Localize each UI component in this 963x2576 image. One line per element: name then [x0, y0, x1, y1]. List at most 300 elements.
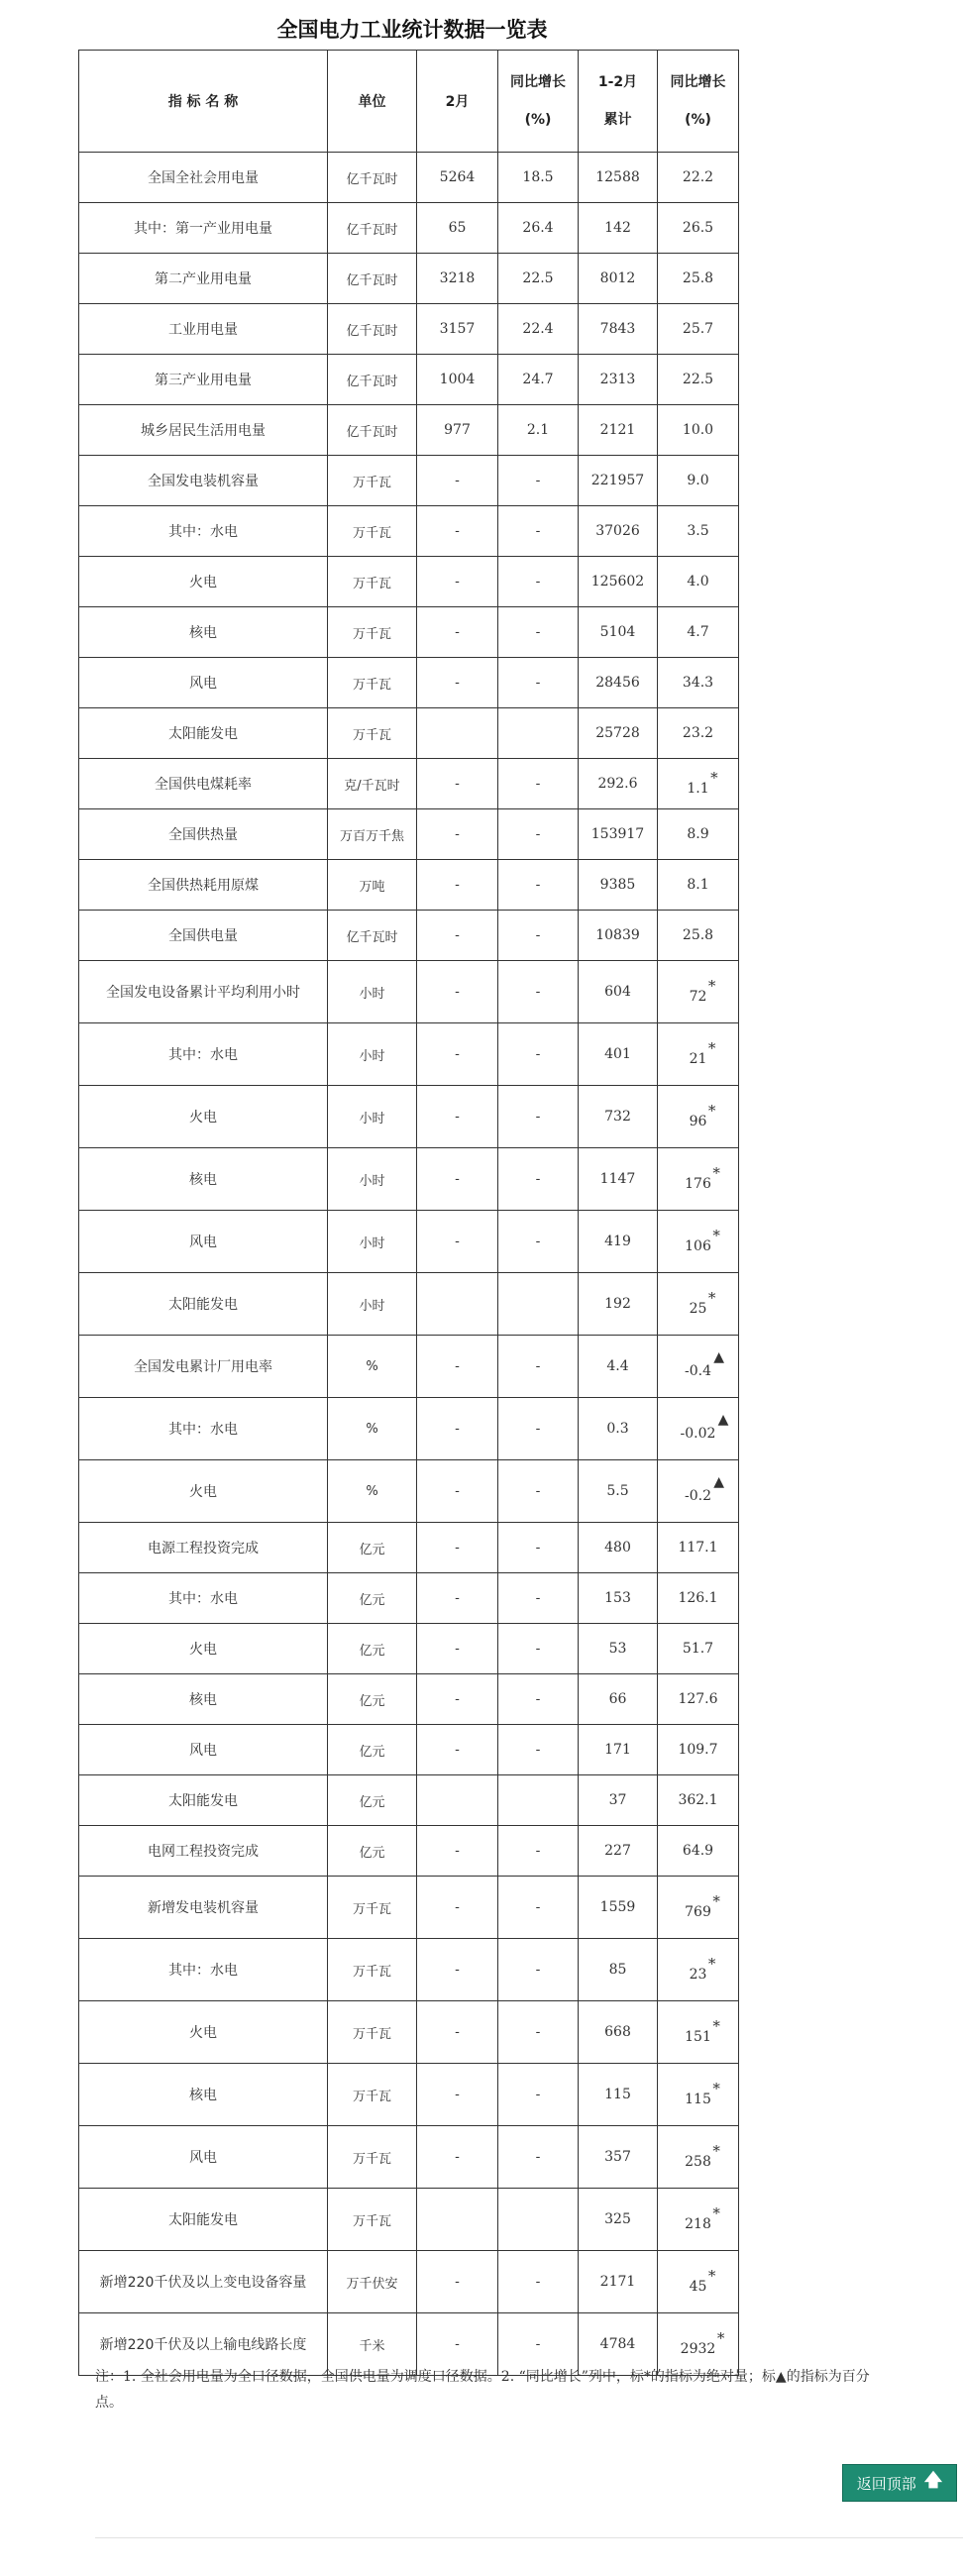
table-row [79, 1086, 739, 1148]
row-feb-value: - [417, 1336, 498, 1398]
row-feb-yoy: - [498, 1573, 579, 1624]
row-feb-value: 1004 [417, 355, 498, 405]
row-cumulative-value: 480 [579, 1523, 658, 1573]
table-row [79, 1460, 739, 1523]
table-row [79, 1148, 739, 1211]
marked-value [685, 1892, 720, 1920]
cumulative-yoy-value: 72 [689, 989, 707, 1005]
row-cumulative-yoy [658, 1460, 739, 1523]
back-to-top-button[interactable] [842, 2464, 957, 2502]
row-feb-value: - [417, 1725, 498, 1775]
row-cumulative-value: 12588 [579, 153, 658, 203]
row-feb-yoy: - [498, 607, 579, 658]
asterisk-marker-icon: * [712, 2142, 720, 2160]
cumulative-yoy-value: 1.1 [687, 781, 709, 797]
row-unit: 亿千瓦时 [328, 304, 417, 355]
row-cumulative-value: 401 [579, 1023, 658, 1086]
row-feb-yoy: - [498, 1674, 579, 1725]
row-cumulative-value: 25728 [579, 708, 658, 759]
table-row [79, 506, 739, 557]
row-feb-yoy: - [498, 557, 579, 607]
row-feb-yoy: - [498, 658, 579, 708]
row-cumulative-value: 2171 [579, 2251, 658, 2313]
row-feb-value: - [417, 1211, 498, 1273]
row-cumulative-yoy [658, 1023, 739, 1086]
row-name: 电网工程投资完成 [79, 1826, 328, 1877]
row-name: 全国供电量 [79, 911, 328, 961]
table-header-row [79, 51, 739, 153]
table-row [79, 759, 739, 809]
table-row [79, 405, 739, 456]
table-row [79, 658, 739, 708]
asterisk-marker-icon: * [712, 2204, 720, 2222]
row-cumulative-value: 292.6 [579, 759, 658, 809]
footer-divider [95, 2537, 963, 2538]
asterisk-marker-icon: * [707, 1955, 716, 1973]
row-cumulative-yoy [658, 1398, 739, 1460]
row-name: 太阳能发电 [79, 708, 328, 759]
row-feb-yoy: 22.4 [498, 304, 579, 355]
row-cumulative-value: 357 [579, 2126, 658, 2189]
row-feb-value: - [417, 961, 498, 1023]
row-cumulative-value: 37 [579, 1775, 658, 1826]
table-row [79, 1624, 739, 1674]
row-cumulative-value: 227 [579, 1826, 658, 1877]
table-row [79, 1336, 739, 1398]
row-feb-value: - [417, 1023, 498, 1086]
row-name: 第三产业用电量 [79, 355, 328, 405]
row-feb-value: - [417, 1086, 498, 1148]
row-unit: 万千瓦 [328, 2126, 417, 2189]
row-feb-value [417, 1775, 498, 1826]
row-cumulative-yoy [658, 1939, 739, 2001]
table-row [79, 1573, 739, 1624]
row-unit: 亿元 [328, 1826, 417, 1877]
row-feb-value: - [417, 1398, 498, 1460]
row-cumulative-value: 9385 [579, 860, 658, 911]
row-cumulative-value: 604 [579, 961, 658, 1023]
row-feb-value: - [417, 1674, 498, 1725]
row-cumulative-yoy [658, 961, 739, 1023]
row-cumulative-value: 37026 [579, 506, 658, 557]
row-unit: 万千瓦 [328, 2064, 417, 2126]
row-feb-yoy: - [498, 1336, 579, 1398]
row-name: 其中：水电 [79, 506, 328, 557]
row-cumulative-yoy: 10.0 [658, 405, 739, 456]
row-cumulative-value: 0.3 [579, 1398, 658, 1460]
asterisk-marker-icon: * [712, 2017, 720, 2035]
row-feb-yoy: 26.4 [498, 203, 579, 254]
cumulative-yoy-value: 115 [685, 2092, 711, 2107]
row-cumulative-value: 153 [579, 1573, 658, 1624]
row-cumulative-value: 419 [579, 1211, 658, 1273]
statistics-table [78, 50, 739, 2376]
cumulative-yoy-value: 23 [689, 1967, 707, 1983]
row-feb-yoy: - [498, 759, 579, 809]
row-cumulative-yoy: 4.0 [658, 557, 739, 607]
row-name: 新增220千伏及以上变电设备容量 [79, 2251, 328, 2313]
footnote: 注：1. 全社会用电量为全口径数据，全国供电量为调度口径数据。2. “同比增长”列中，标*的指标为绝对量；标▲的指标为百分 [95, 2369, 870, 2385]
row-feb-yoy: 2.1 [498, 405, 579, 456]
row-cumulative-yoy: 22.5 [658, 355, 739, 405]
row-unit: 亿千瓦时 [328, 203, 417, 254]
row-unit: 亿千瓦时 [328, 911, 417, 961]
row-name: 火电 [79, 1086, 328, 1148]
row-cumulative-yoy: 117.1 [658, 1523, 739, 1573]
row-feb-value: - [417, 1826, 498, 1877]
row-unit: 亿元 [328, 1725, 417, 1775]
row-feb-yoy: - [498, 1211, 579, 1273]
row-feb-yoy: - [498, 911, 579, 961]
row-feb-yoy: - [498, 1086, 579, 1148]
table-row [79, 1674, 739, 1725]
asterisk-marker-icon: * [712, 1227, 720, 1244]
marked-value [689, 1289, 716, 1317]
row-feb-yoy: - [498, 2251, 579, 2313]
header-jan-feb: 1-2月 累计 [579, 51, 658, 153]
row-cumulative-yoy [658, 2126, 739, 2189]
row-name: 工业用电量 [79, 304, 328, 355]
row-name: 其中：水电 [79, 1939, 328, 2001]
row-feb-value: - [417, 2313, 498, 2376]
row-cumulative-value: 153917 [579, 809, 658, 860]
row-feb-value: - [417, 1523, 498, 1573]
row-unit: 万百万千焦 [328, 809, 417, 860]
row-unit: 亿元 [328, 1523, 417, 1573]
row-feb-yoy: - [498, 2126, 579, 2189]
row-feb-yoy: - [498, 2064, 579, 2126]
row-feb-yoy: - [498, 456, 579, 506]
marked-value [680, 2329, 725, 2357]
row-cumulative-yoy: 26.5 [658, 203, 739, 254]
row-feb-value: - [417, 1460, 498, 1523]
table-row [79, 1826, 739, 1877]
row-unit: % [328, 1398, 417, 1460]
marked-value [685, 1349, 724, 1379]
marked-value [680, 1412, 729, 1442]
row-cumulative-value: 5.5 [579, 1460, 658, 1523]
row-feb-value: - [417, 456, 498, 506]
row-feb-value: - [417, 759, 498, 809]
page-title: 全国电力工业统计数据一览表 [276, 18, 548, 42]
row-cumulative-yoy [658, 2189, 739, 2251]
row-cumulative-value: 2121 [579, 405, 658, 456]
table-row [79, 708, 739, 759]
row-name: 新增发电装机容量 [79, 1877, 328, 1939]
row-name: 其中：水电 [79, 1398, 328, 1460]
row-feb-value: - [417, 607, 498, 658]
cumulative-yoy-value: -0.02 [680, 1426, 716, 1442]
row-unit: 万千瓦 [328, 557, 417, 607]
row-feb-value: - [417, 860, 498, 911]
row-name: 其中：水电 [79, 1023, 328, 1086]
row-name: 核电 [79, 1148, 328, 1211]
asterisk-marker-icon: * [710, 769, 718, 787]
row-unit: 小时 [328, 1148, 417, 1211]
row-feb-value: - [417, 506, 498, 557]
row-feb-yoy: - [498, 1939, 579, 2001]
row-cumulative-value: 85 [579, 1939, 658, 2001]
row-feb-value: - [417, 911, 498, 961]
row-cumulative-value: 8012 [579, 254, 658, 304]
row-feb-value: - [417, 658, 498, 708]
marked-value [685, 2080, 720, 2107]
marked-value [689, 977, 716, 1005]
marked-value [689, 1955, 716, 1983]
row-name: 其中：水电 [79, 1573, 328, 1624]
cumulative-yoy-value: -0.2 [685, 1488, 711, 1504]
row-name: 全国供热耗用原煤 [79, 860, 328, 911]
row-name: 核电 [79, 2064, 328, 2126]
row-name: 风电 [79, 2126, 328, 2189]
row-feb-value: - [417, 1573, 498, 1624]
row-feb-value [417, 1273, 498, 1336]
row-feb-yoy: - [498, 1460, 579, 1523]
row-feb-yoy: - [498, 2001, 579, 2064]
row-cumulative-yoy [658, 2064, 739, 2126]
row-name: 全国发电设备累计平均利用小时 [79, 961, 328, 1023]
row-feb-value [417, 2189, 498, 2251]
row-cumulative-value: 5104 [579, 607, 658, 658]
header-feb-yoy: 同比增长 (%) [498, 51, 579, 153]
row-unit: % [328, 1460, 417, 1523]
marked-value [685, 2204, 720, 2232]
row-cumulative-value: 115 [579, 2064, 658, 2126]
row-unit: 万千瓦 [328, 1877, 417, 1939]
cumulative-yoy-value: 2932 [680, 2341, 716, 2357]
row-cumulative-value: 1147 [579, 1148, 658, 1211]
triangle-marker-icon: ▲ [713, 1349, 724, 1365]
row-unit: 小时 [328, 1273, 417, 1336]
row-feb-yoy [498, 2189, 579, 2251]
asterisk-marker-icon: * [707, 1289, 716, 1307]
table-row [79, 911, 739, 961]
row-name: 风电 [79, 1725, 328, 1775]
row-cumulative-value: 4784 [579, 2313, 658, 2376]
triangle-marker-icon: ▲ [717, 1412, 729, 1428]
row-name: 火电 [79, 557, 328, 607]
row-unit: 小时 [328, 1211, 417, 1273]
row-name: 电源工程投资完成 [79, 1523, 328, 1573]
table-row [79, 2064, 739, 2126]
row-feb-value: - [417, 1624, 498, 1674]
row-cumulative-value: 4.4 [579, 1336, 658, 1398]
row-feb-value: 3157 [417, 304, 498, 355]
cumulative-yoy-value: 25 [689, 1301, 707, 1317]
row-cumulative-value: 732 [579, 1086, 658, 1148]
row-unit: 万千伏安 [328, 2251, 417, 2313]
cumulative-yoy-value: 176 [685, 1176, 711, 1192]
row-cumulative-value: 125602 [579, 557, 658, 607]
marked-value [687, 769, 718, 797]
table-row [79, 860, 739, 911]
cumulative-yoy-value: 218 [685, 2216, 711, 2232]
table-row [79, 2001, 739, 2064]
row-unit: 亿元 [328, 1674, 417, 1725]
asterisk-marker-icon: * [712, 1164, 720, 1182]
row-feb-yoy: 22.5 [498, 254, 579, 304]
row-cumulative-value: 10839 [579, 911, 658, 961]
row-cumulative-value: 325 [579, 2189, 658, 2251]
back-to-top-label: 返回顶部 [856, 2474, 916, 2493]
row-feb-yoy: 18.5 [498, 153, 579, 203]
row-name: 新增220千伏及以上输电线路长度 [79, 2313, 328, 2376]
row-cumulative-yoy: 25.8 [658, 254, 739, 304]
row-name: 全国发电累计厂用电率 [79, 1336, 328, 1398]
marked-value [689, 1039, 716, 1067]
row-name: 火电 [79, 2001, 328, 2064]
marked-value [685, 1164, 720, 1192]
row-cumulative-value: 1559 [579, 1877, 658, 1939]
row-unit: 万千瓦 [328, 456, 417, 506]
row-feb-value: - [417, 1939, 498, 2001]
row-cumulative-yoy [658, 1336, 739, 1398]
row-cumulative-yoy: 127.6 [658, 1674, 739, 1725]
header-jan-feb-yoy: 同比增长 (%) [658, 51, 739, 153]
cumulative-yoy-value: 258 [685, 2154, 711, 2170]
row-cumulative-yoy [658, 2001, 739, 2064]
cumulative-yoy-value: 21 [689, 1051, 707, 1067]
row-feb-value [417, 708, 498, 759]
row-feb-yoy: - [498, 809, 579, 860]
row-feb-value: 3218 [417, 254, 498, 304]
row-cumulative-yoy: 51.7 [658, 1624, 739, 1674]
table-row [79, 1211, 739, 1273]
row-cumulative-yoy: 8.1 [658, 860, 739, 911]
row-unit: 万千瓦 [328, 2189, 417, 2251]
row-feb-value: 65 [417, 203, 498, 254]
row-feb-yoy: - [498, 1398, 579, 1460]
arrow-up-icon: 🡅 [923, 2470, 943, 2491]
row-unit: % [328, 1336, 417, 1398]
cumulative-yoy-value: 769 [685, 1904, 711, 1920]
row-feb-yoy: - [498, 2313, 579, 2376]
row-cumulative-value: 171 [579, 1725, 658, 1775]
table-row [79, 961, 739, 1023]
table-row [79, 1775, 739, 1826]
row-feb-value: 5264 [417, 153, 498, 203]
table-row [79, 2126, 739, 2189]
row-cumulative-value: 2313 [579, 355, 658, 405]
row-feb-yoy [498, 1273, 579, 1336]
table-row [79, 2189, 739, 2251]
asterisk-marker-icon: * [712, 1892, 720, 1910]
cumulative-yoy-value: 96 [689, 1114, 707, 1129]
row-feb-yoy: - [498, 1523, 579, 1573]
marked-value [685, 2142, 720, 2170]
row-unit: 亿千瓦时 [328, 254, 417, 304]
row-feb-yoy [498, 1775, 579, 1826]
row-feb-value: - [417, 2064, 498, 2126]
marked-value [685, 2017, 720, 2045]
table-row [79, 1523, 739, 1573]
row-cumulative-yoy [658, 1211, 739, 1273]
row-unit: 亿元 [328, 1624, 417, 1674]
row-feb-yoy: - [498, 506, 579, 557]
row-cumulative-yoy [658, 2251, 739, 2313]
row-cumulative-yoy: 23.2 [658, 708, 739, 759]
row-name: 全国供电煤耗率 [79, 759, 328, 809]
row-unit: 亿千瓦时 [328, 405, 417, 456]
row-unit: 万千瓦 [328, 607, 417, 658]
row-cumulative-value: 668 [579, 2001, 658, 2064]
row-feb-yoy: - [498, 1023, 579, 1086]
row-unit: 千米 [328, 2313, 417, 2376]
row-cumulative-value: 53 [579, 1624, 658, 1674]
cumulative-yoy-value: 151 [685, 2029, 711, 2045]
row-unit: 亿元 [328, 1775, 417, 1826]
row-unit: 万千瓦 [328, 708, 417, 759]
row-unit: 万千瓦 [328, 1939, 417, 2001]
row-unit: 小时 [328, 1086, 417, 1148]
footnote-continued: 点。 [95, 2395, 123, 2411]
row-cumulative-yoy: 126.1 [658, 1573, 739, 1624]
table-row [79, 153, 739, 203]
row-unit: 亿元 [328, 1573, 417, 1624]
row-name: 风电 [79, 658, 328, 708]
row-cumulative-yoy: 25.7 [658, 304, 739, 355]
row-cumulative-value: 142 [579, 203, 658, 254]
row-name: 全国供热量 [79, 809, 328, 860]
row-unit: 克/千瓦时 [328, 759, 417, 809]
table-row [79, 1273, 739, 1336]
row-feb-value: - [417, 2251, 498, 2313]
table-row [79, 456, 739, 506]
table-row [79, 1398, 739, 1460]
row-name: 太阳能发电 [79, 2189, 328, 2251]
table-row [79, 304, 739, 355]
row-name: 核电 [79, 607, 328, 658]
row-cumulative-value: 7843 [579, 304, 658, 355]
row-feb-value: - [417, 2001, 498, 2064]
row-feb-yoy: - [498, 1725, 579, 1775]
table-row [79, 203, 739, 254]
header-unit: 单位 [328, 51, 417, 153]
row-name: 第二产业用电量 [79, 254, 328, 304]
table-row [79, 809, 739, 860]
table-row [79, 557, 739, 607]
row-name: 太阳能发电 [79, 1273, 328, 1336]
row-unit: 亿千瓦时 [328, 153, 417, 203]
table-row [79, 1725, 739, 1775]
asterisk-marker-icon: * [707, 977, 716, 995]
row-cumulative-yoy: 64.9 [658, 1826, 739, 1877]
marked-value [689, 2267, 716, 2295]
row-cumulative-yoy: 25.8 [658, 911, 739, 961]
row-cumulative-value: 192 [579, 1273, 658, 1336]
row-cumulative-value: 221957 [579, 456, 658, 506]
row-name: 太阳能发电 [79, 1775, 328, 1826]
asterisk-marker-icon: * [712, 2080, 720, 2097]
row-cumulative-yoy: 109.7 [658, 1725, 739, 1775]
table-row [79, 355, 739, 405]
row-feb-yoy: - [498, 961, 579, 1023]
row-cumulative-yoy [658, 1273, 739, 1336]
row-feb-value: - [417, 557, 498, 607]
row-feb-yoy: 24.7 [498, 355, 579, 405]
asterisk-marker-icon: * [707, 1039, 716, 1057]
row-unit: 小时 [328, 961, 417, 1023]
row-name: 全国全社会用电量 [79, 153, 328, 203]
header-feb: 2月 [417, 51, 498, 153]
marked-value [685, 1227, 720, 1254]
row-feb-value: - [417, 1877, 498, 1939]
row-name: 风电 [79, 1211, 328, 1273]
row-feb-yoy: - [498, 1877, 579, 1939]
row-unit: 万千瓦 [328, 658, 417, 708]
row-name: 火电 [79, 1460, 328, 1523]
row-feb-value: - [417, 2126, 498, 2189]
